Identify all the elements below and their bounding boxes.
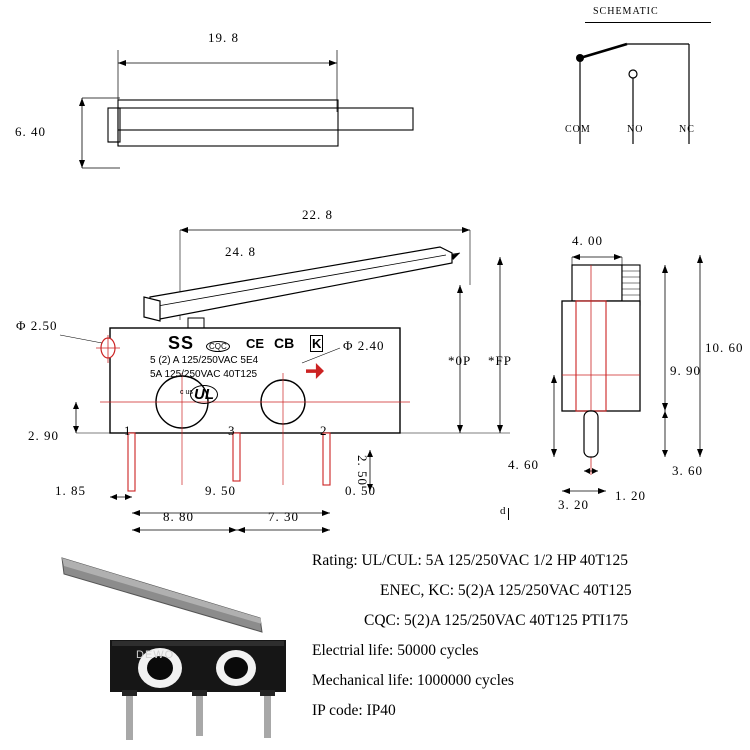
pin-offset-dim: 1. 85 bbox=[55, 483, 86, 498]
top-view-group bbox=[15, 20, 450, 185]
side-height-outer-dim: 10. 60 bbox=[705, 340, 744, 355]
side-pin-dim: 3. 60 bbox=[672, 463, 703, 478]
schematic-svg bbox=[565, 26, 740, 156]
terminal-number-3: 3 bbox=[228, 423, 236, 438]
schematic-terminal-com: COM bbox=[565, 124, 591, 135]
spec-line-3: Electrial life: 50000 cycles bbox=[312, 642, 479, 659]
kc-mark: K bbox=[312, 336, 322, 351]
product-photo bbox=[50, 540, 320, 745]
small-mark: d bbox=[500, 505, 506, 517]
cqc-mark: CQC bbox=[206, 341, 230, 352]
top-view-width-dim: 19. 8 bbox=[208, 30, 239, 45]
pin-spacing-3: 7. 30 bbox=[268, 509, 299, 524]
hole-left-dim: Φ 2.50 bbox=[16, 318, 58, 333]
lever-outer-dim: 22. 8 bbox=[302, 207, 333, 222]
svg-text:DEWO: DEWO bbox=[136, 649, 175, 661]
hole-right-dim: Φ 2.40 bbox=[343, 338, 385, 353]
pin-right-dim: 0. 50 bbox=[345, 483, 376, 498]
spec-line-2: CQC: 5(2)A 125/250VAC 40T125 PTI175 bbox=[364, 612, 629, 629]
specifications-block bbox=[312, 552, 742, 720]
top-view-svg bbox=[60, 20, 450, 185]
ul-sub-mark: c us bbox=[180, 389, 193, 396]
op-dim: *0P bbox=[448, 353, 472, 368]
ul-mark: UL bbox=[190, 385, 218, 404]
pin-spacing-2: 8. 80 bbox=[163, 509, 194, 524]
terminal-number-1: 1 bbox=[124, 423, 132, 438]
side-view-svg bbox=[540, 225, 750, 525]
schematic-group bbox=[565, 6, 740, 156]
tuv-arrow-icon bbox=[306, 363, 324, 379]
small-tick bbox=[508, 508, 509, 520]
schematic-terminal-nc: NC bbox=[679, 124, 695, 135]
left-edge-dim: 2. 90 bbox=[28, 428, 59, 443]
schematic-heading: SCHEMATIC bbox=[593, 6, 659, 17]
product-photo-svg bbox=[50, 540, 320, 745]
schematic-underline bbox=[585, 22, 711, 23]
pin-spacing-1: 9. 50 bbox=[205, 483, 236, 498]
schematic-terminal-no: NO bbox=[627, 124, 644, 135]
spec-line-4: Mechanical life: 1000000 cycles bbox=[312, 672, 514, 689]
brand-mark: SS bbox=[168, 333, 195, 353]
front-view-group bbox=[16, 185, 540, 535]
rating-line-2: 5A 125/250VAC 40T125 bbox=[150, 369, 258, 380]
side-top-dim: 4. 00 bbox=[572, 233, 603, 248]
spec-line-0: Rating: UL/CUL: 5A 125/250VAC 1/2 HP 40T125 bbox=[312, 552, 629, 569]
lever-inner-dim: 24. 8 bbox=[225, 244, 256, 259]
fp-dim: *FP bbox=[488, 353, 512, 368]
top-view-height-dim: 6. 40 bbox=[15, 124, 46, 139]
ce-mark: CE bbox=[246, 336, 265, 351]
side-view-group bbox=[508, 225, 750, 525]
spec-line-1: ENEC, KC: 5(2)A 125/250VAC 40T125 bbox=[380, 582, 632, 599]
terminal-number-2: 2 bbox=[320, 423, 328, 438]
side-lower-dim: 4. 60 bbox=[508, 457, 539, 472]
side-base-dim: 3. 20 bbox=[558, 497, 589, 512]
pin-len-dim: 2. 50 bbox=[355, 455, 370, 486]
spec-line-5: IP code: IP40 bbox=[312, 702, 396, 719]
side-height-inner-dim: 9. 90 bbox=[670, 363, 701, 378]
side-pin-width-dim: 1. 20 bbox=[615, 488, 646, 503]
rating-line-1: 5 (2) A 125/250VAC 5E4 bbox=[150, 355, 259, 366]
cb-mark: CB bbox=[274, 335, 295, 351]
